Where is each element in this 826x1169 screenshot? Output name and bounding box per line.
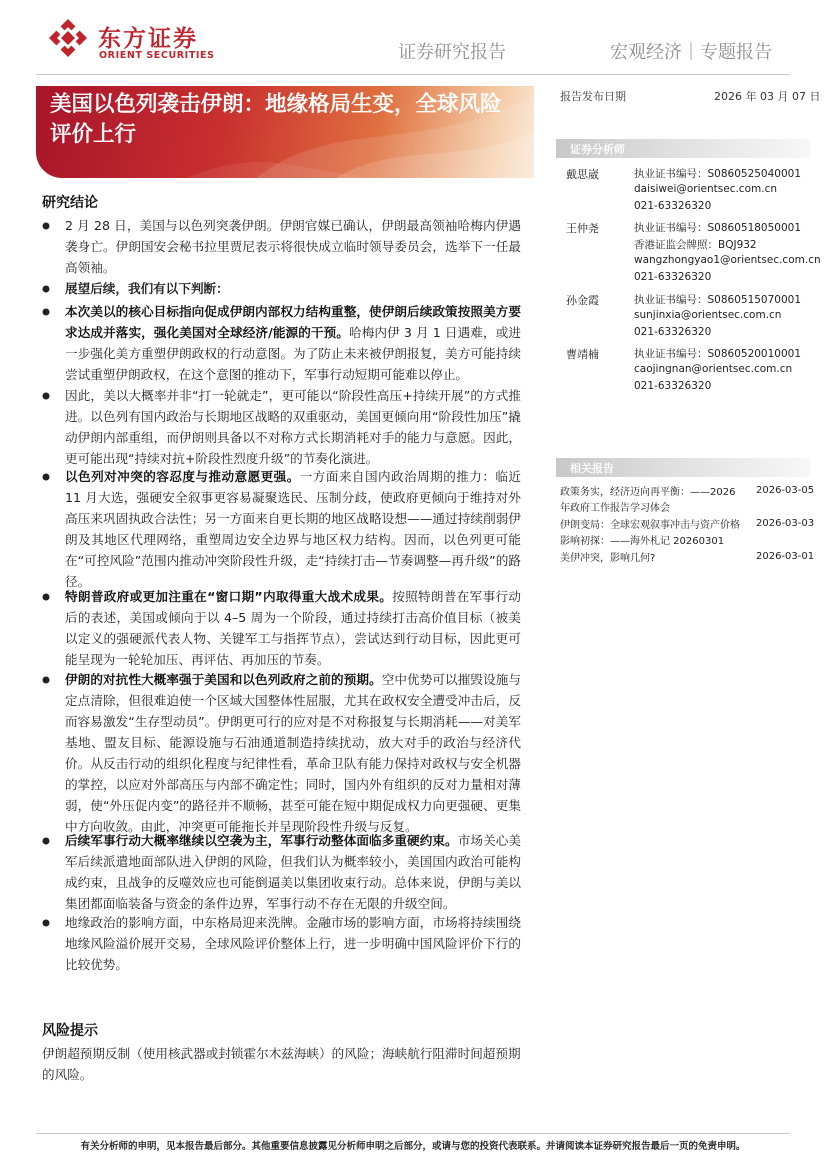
paragraph-body: 哈梅内伊 3 月 1 日遇难，或进一步强化美方重塑伊朗政权的行动意图。为了防止未来被伊朗报复，美方可能持续尝试重塑伊朗政权，在这个意图的推动下，军事行动短期可能难以停止。 [65, 325, 521, 382]
conclusion-paragraph [65, 586, 521, 670]
analyst-hk-license: 香港证监会牌照：BQJ932 [634, 239, 757, 251]
related-reports-section-label: 相关报告 [570, 462, 614, 475]
conclusion-paragraph [65, 466, 521, 592]
report-category: 宏观经济｜专题报告 [610, 42, 772, 63]
bullet-icon [42, 285, 50, 293]
header-divider [36, 74, 790, 75]
related-report-date: 2026-03-01 [756, 551, 815, 562]
conclusion-paragraph: 地缘政治的影响方面，中东格局迎来洗牌。金融市场的影响方面，市场将持续围绕地缘风险溢价展开交易，全球风险评价整体上行，进一步明确中国风险评价下行的比较优势。 [65, 915, 521, 972]
analyst-email[interactable]: daisiwei@orientsec.com.cn [634, 183, 777, 195]
risk-text: 伊朗超预期反制（使用核武器或封锁霍尔木兹海峡）的风险；海峡航行阻滞时间超预期的风险。 [42, 1046, 521, 1082]
related-report-date: 2026-03-05 [756, 485, 815, 496]
analyst-name: 王仲尧 [566, 222, 599, 235]
analyst-name: 曹靖楠 [566, 348, 599, 361]
analyst-name: 孙金霞 [566, 294, 599, 307]
analyst-phone: 021-63326320 [634, 271, 712, 283]
paragraph-body: 空中优势可以摧毁设施与定点清除，但很难迫使一个区域大国整体性屈服，尤其在政权安全遭受冲击后，反而容易激发“生存型动员”。伊朗更可行的应对是不对称报复与长期消耗——对美军基地、盟友目标、能源设施与石油通道制造持续扰动，放大对手的政治与经济代价。从反击行动的组织化程度与纪律性看，革命卫队有能力保持对政权与安全机器的掌控，以应对外部高压与内部不确定性；同时，国内外有组织的反对力量相对薄弱，使“外压促内变”的路径并不顺畅，甚至可能在短中期促成权力向更强硬、更集中方向收敛。由此，冲突更可能拖长并呈现阶段性升级与反复。 [65, 672, 522, 834]
paragraph-lead: 本次美以的核心目标指向促成伊朗内部权力结构重整，使伊朗后续政策按照美方要求达成并落实，强化美国对全球经济/能源的干预。 [65, 304, 521, 340]
publish-date-label: 报告发布日期 [560, 90, 626, 103]
report-type: 证券研究报告 [398, 42, 506, 63]
disclaimer-footer: 有关分析师的申明，见本报告最后部分。其他重要信息披露见分析师申明之后部分，或请与您的投资代表联系。并请阅读本证券研究报告最后一页的免责申明。 [80, 1141, 746, 1152]
paragraph-body: 按照特朗普在军事行动后的表述，美国或倾向于以 4–5 周为一个阶段，通过持续打击高价值目标（被美以定义的强硬派代表人物、关键军工与指挥节点），尝试达到行动目标，因此更可能呈现为一轮轮加压、再评估、再加压的节奏。 [65, 589, 522, 667]
analyst-license: 执业证书编号：S0860515070001 [634, 294, 802, 306]
paragraph-body: 市场关心美军后续派遣地面部队进入伊朗的风险，但我们认为概率较小，美国国内政治可能构成约束，且战争的反噬效应也可能倒逼美以集团收束行动。总体来说，伊朗与美以集团都面临装备与资金的条件边界，军事行动不存在无限的升级空间。 [65, 833, 522, 911]
bullet-icon [42, 837, 50, 845]
conclusion-heading: 研究结论 [42, 195, 98, 211]
analyst-phone: 021-63326320 [634, 326, 712, 338]
conclusion-paragraph: 2 月 28 日，美国与以色列突袭伊朗。伊朗官媒已确认，伊朗最高领袖哈梅内伊遇袭身亡。伊朗国安会秘书拉里贾尼表示将很快成立临时领导委员会，选举下一任最高领袖。 [65, 218, 521, 275]
related-report-link[interactable]: 美伊冲突，影响几何? [560, 553, 656, 564]
footer-divider [36, 1133, 790, 1134]
paragraph-lead: 特朗普政府或更加注重在“窗口期”内取得重大战术成果。 [65, 589, 393, 604]
related-report-link[interactable]: 政策务实，经济迈向再平衡：——2026 年政府工作报告学习体会 [560, 487, 736, 514]
logo-english-name: ORIENT SECURITIES [99, 50, 215, 61]
paragraph-lead: 以色列对冲突的容忍度与推动意愿更强。 [65, 469, 300, 484]
analyst-license: 执业证书编号：S0860525040001 [634, 168, 802, 180]
bullet-icon [42, 308, 50, 316]
bullet-icon [42, 392, 50, 400]
conclusion-paragraph: 展望后续，我们有以下判断： [65, 281, 229, 296]
related-reports-section-header [556, 458, 810, 477]
analyst-email[interactable]: wangzhongyao1@orientsec.com.cn [634, 254, 821, 266]
bullet-icon [42, 473, 50, 481]
bullet-icon [42, 593, 50, 601]
related-report-link[interactable]: 伊朗变局：全球宏观叙事冲击与资产价格影响初探：——海外札记 20260301 [560, 520, 740, 547]
conclusion-paragraph [65, 301, 521, 385]
related-report-date: 2026-03-03 [756, 518, 815, 529]
paragraph-lead: 后续军事行动大概率继续以空袭为主，军事行动整体面临多重硬约束。 [65, 833, 458, 848]
analysts-section-header [556, 139, 810, 158]
bullet-icon [42, 676, 50, 684]
conclusion-paragraph [65, 830, 521, 914]
analyst-name: 戴思崴 [566, 168, 599, 181]
conclusion-paragraph: 因此，美以大概率并非“打一轮就走”，更可能以“阶段性高压+持续开展”的方式推进。以色列有国内政治与长期地区战略的双重驱动，美国更倾向用“阶段性加压”撬动伊朗内部重组，而伊朗则具备以不对称方式长期消耗对手的能力与意愿。因此，更可能出现“持续对抗+阶段性烈度升级”的节奏化演进。 [65, 388, 521, 466]
analyst-phone: 021-63326320 [634, 380, 712, 392]
conclusion-paragraph [65, 669, 521, 837]
title-banner [36, 86, 534, 178]
risk-heading: 风险提示 [42, 1023, 98, 1039]
analyst-license: 执业证书编号：S0860518050001 [634, 222, 802, 234]
paragraph-body: 一方面来自国内政治周期的推力：临近 11 月大选，强硬安全叙事更容易凝聚选民、压制分歧，使政府更倾向于维持对外高压来巩固执政合法性；另一方面来自更长期的地区战略设想——通过持续削弱伊朗及其地区代理网络，重塑周边安全边界与地区权力结构。因而，以色列更可能在“可控风险”范围内推动冲突阶段性升级，走“持续打击—节奏调整—再升级”的路径。 [65, 469, 522, 589]
report-title: 美国以色列袭击伊朗：地缘格局生变，全球风险评价上行 [50, 92, 502, 147]
orient-securities-logo-mark-icon [48, 18, 88, 58]
analyst-phone: 021-63326320 [634, 200, 712, 212]
logo-chinese-name: 东方证券 [98, 26, 198, 52]
publish-date-value: 2026 年 03 月 07 日 [714, 90, 821, 103]
analyst-email[interactable]: sunjinxia@orientsec.com.cn [634, 309, 782, 321]
bullet-icon [42, 919, 50, 927]
analysts-section-label: 证券分析师 [570, 143, 625, 156]
analyst-license: 执业证书编号：S0860520010001 [634, 348, 802, 360]
paragraph-lead: 伊朗的对抗性大概率强于美国和以色列政府之前的预期。 [65, 672, 382, 687]
bullet-icon [42, 222, 50, 230]
analyst-email[interactable]: caojingnan@orientsec.com.cn [634, 363, 793, 375]
